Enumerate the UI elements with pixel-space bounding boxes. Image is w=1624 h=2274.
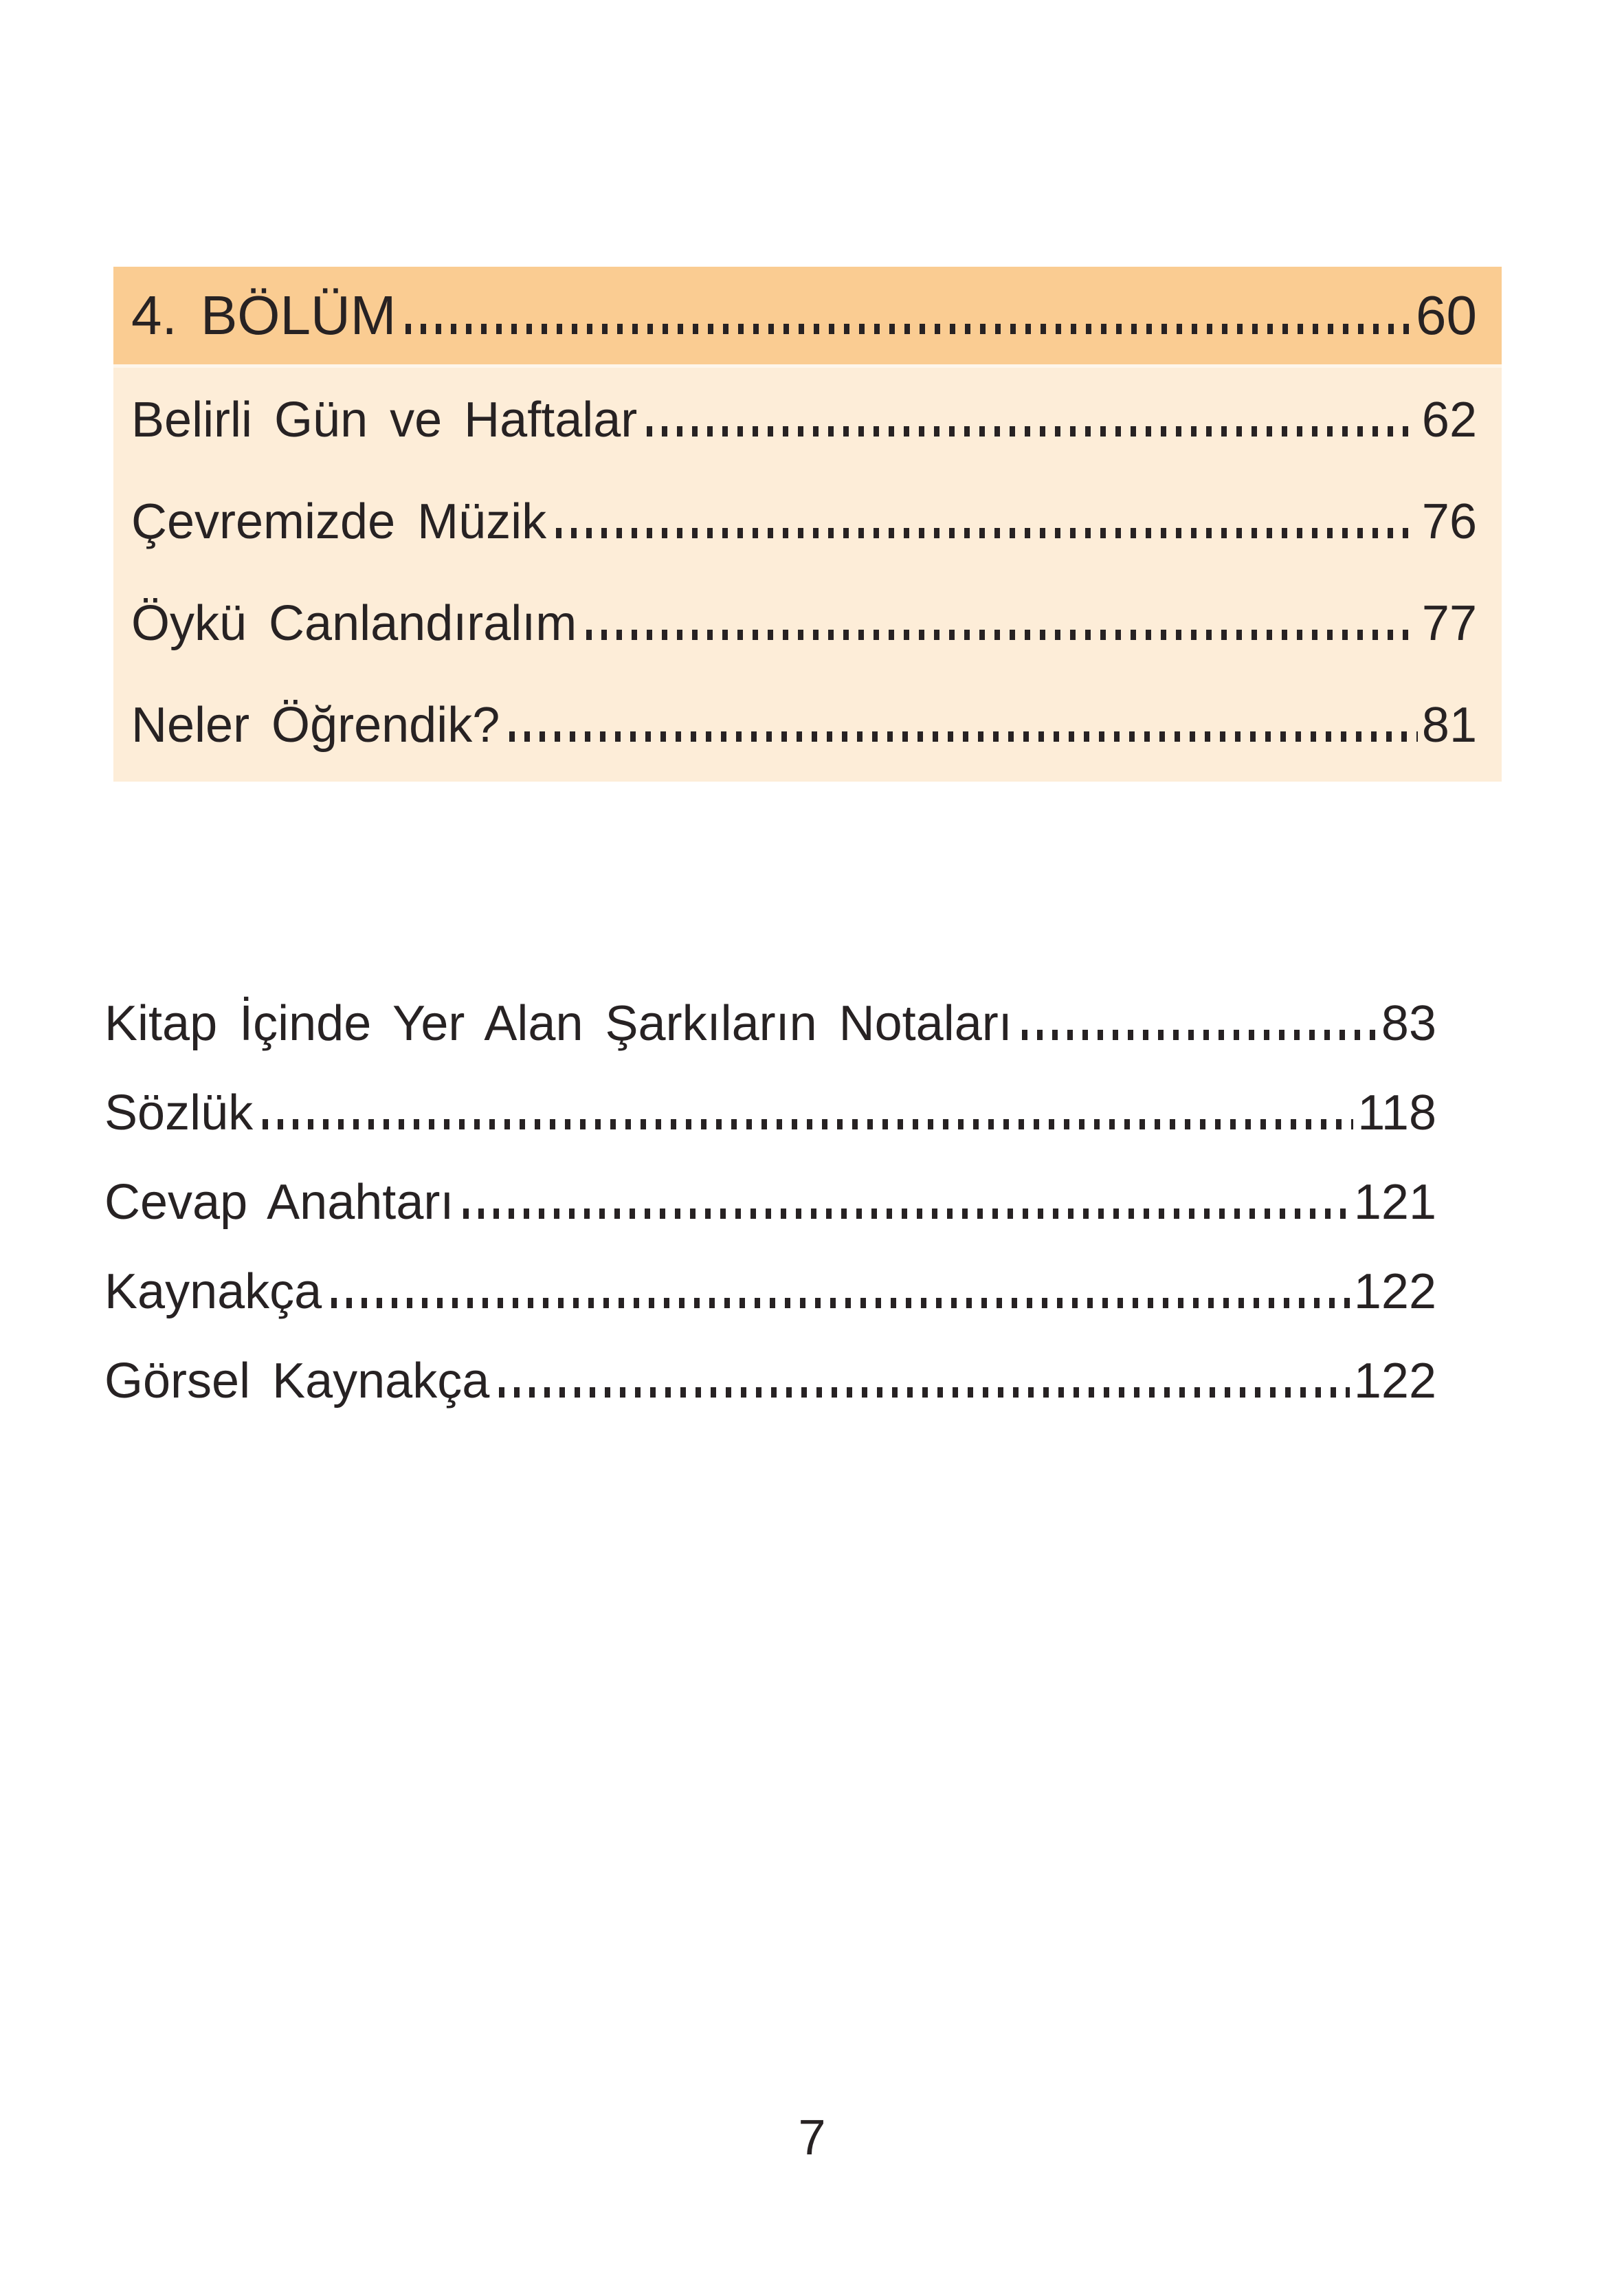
toc-entry-page: 76	[1421, 494, 1477, 549]
dot-leader	[586, 630, 1418, 640]
toc-entry	[104, 1336, 1436, 1426]
dot-leader	[463, 1208, 1350, 1219]
toc-entry-page: 62	[1421, 393, 1477, 448]
page-number: 7	[798, 2110, 826, 2165]
toc-entry-label: Sözlük	[104, 1085, 254, 1140]
dot-leader	[331, 1298, 1350, 1308]
toc-entry	[104, 1068, 1436, 1158]
dot-leader	[263, 1119, 1353, 1129]
toc-entry-label: Belirli Gün ve Haftalar	[131, 393, 638, 448]
toc-entry-label: Kaynakça	[104, 1264, 322, 1319]
toc-entry-page: 122	[1353, 1264, 1436, 1319]
chapter-4-section	[113, 267, 1502, 782]
toc-entry-page: 118	[1357, 1085, 1436, 1140]
chapter-page-number: 60	[1416, 285, 1477, 346]
toc-entry-page: 83	[1381, 996, 1436, 1051]
backmatter-entries	[104, 979, 1436, 1426]
chapter-entries	[113, 368, 1502, 782]
chapter-title: 4. BÖLÜM	[131, 285, 397, 346]
toc-entry-page: 121	[1353, 1175, 1436, 1230]
toc-entry-label: Görsel Kaynakça	[104, 1354, 490, 1409]
dot-leader	[556, 528, 1418, 538]
dot-leader	[509, 731, 1418, 742]
toc-entry	[131, 369, 1477, 471]
toc-entry-page: 77	[1421, 596, 1477, 651]
toc-entry-label: Cevap Anahtarı	[104, 1175, 454, 1230]
toc-entry-label: Çevremizde Müzik	[131, 494, 547, 549]
toc-entry	[104, 1158, 1436, 1247]
toc-entry	[131, 674, 1477, 776]
toc-entry-page: 81	[1421, 698, 1477, 753]
dot-leader	[405, 324, 1412, 334]
dot-leader	[1022, 1030, 1377, 1040]
toc-entry	[131, 573, 1477, 674]
toc-entry	[104, 979, 1436, 1068]
chapter-heading-row	[113, 267, 1502, 364]
dot-leader	[647, 426, 1418, 437]
toc-entry	[131, 471, 1477, 573]
toc-entry	[104, 1247, 1436, 1336]
toc-entry-label: Öykü Canlandıralım	[131, 596, 577, 651]
dot-leader	[499, 1387, 1350, 1398]
toc-entry-label: Kitap İçinde Yer Alan Şarkıların Notaları	[104, 996, 1012, 1051]
toc-entry-label: Neler Öğrendik?	[131, 698, 500, 753]
toc-entry-page: 122	[1353, 1354, 1436, 1409]
